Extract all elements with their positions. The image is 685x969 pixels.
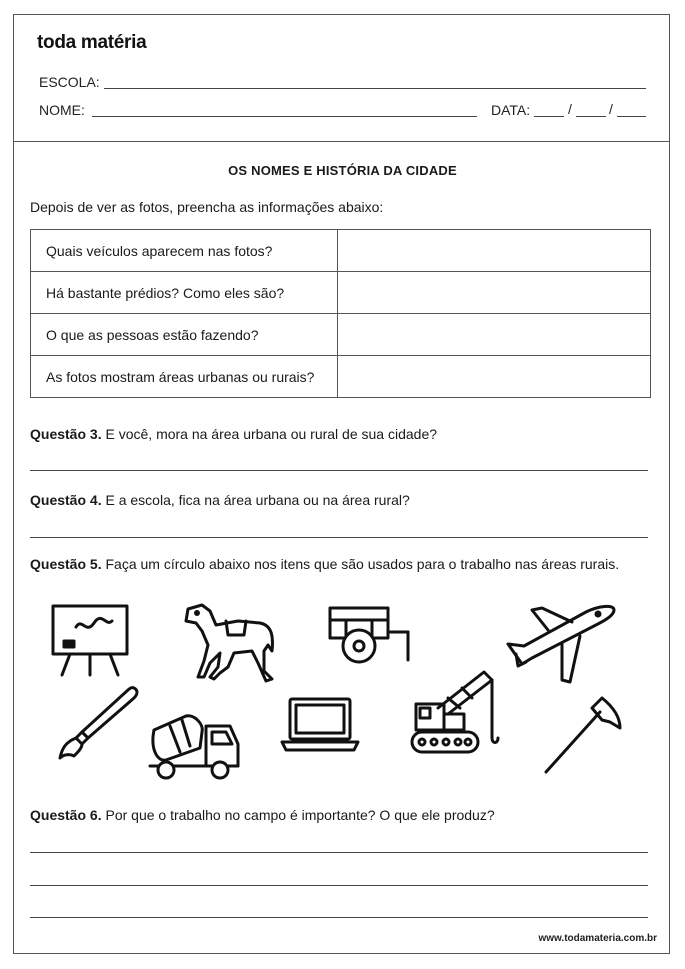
question-4 <box>30 492 410 508</box>
table-question: Quais veículos aparecem nas fotos? <box>31 230 338 272</box>
name-label: NOME: <box>39 102 85 118</box>
answer-line[interactable] <box>30 537 648 538</box>
worksheet-title: OS NOMES E HISTÓRIA DA CIDADE <box>228 163 457 178</box>
answer-line[interactable] <box>30 470 648 471</box>
date-year-field[interactable] <box>617 116 646 117</box>
observation-table <box>30 229 651 398</box>
table-row <box>31 272 651 314</box>
instructions: Depois de ver as fotos, preencha as informações abaixo: <box>30 199 384 215</box>
table-question: As fotos mostram áreas urbanas ou rurais? <box>31 356 338 398</box>
question-text: Por que o trabalho no campo é importante? O que ele produz? <box>101 807 495 823</box>
table-row <box>31 356 651 398</box>
table-row <box>31 230 651 272</box>
table-question: O que as pessoas estão fazendo? <box>31 314 338 356</box>
date-month-field[interactable] <box>576 116 606 117</box>
horse-icon[interactable] <box>180 601 278 683</box>
blackboard-icon[interactable] <box>50 603 130 677</box>
brand-logo: toda matéria <box>37 32 147 53</box>
school-field[interactable] <box>104 88 646 89</box>
question-5 <box>30 556 619 572</box>
table-row <box>31 314 651 356</box>
answer-line[interactable] <box>30 885 648 886</box>
school-label: ESCOLA: <box>39 74 100 90</box>
cement-mixer-truck-icon[interactable] <box>146 710 242 780</box>
hoe-icon[interactable] <box>540 694 626 778</box>
table-question: Há bastante prédios? Como eles são? <box>31 272 338 314</box>
laptop-icon[interactable] <box>280 696 360 752</box>
question-text: E você, mora na área urbana ou rural de sua cidade? <box>101 426 438 442</box>
table-answer-cell[interactable] <box>338 356 651 398</box>
date-label: DATA: <box>491 102 531 118</box>
table-answer-cell[interactable] <box>338 272 651 314</box>
question-6 <box>30 807 495 823</box>
footer-url[interactable]: www.todamateria.com.br <box>538 933 657 944</box>
crane-icon[interactable] <box>408 668 504 760</box>
date-day-field[interactable] <box>534 116 564 117</box>
answer-line[interactable] <box>30 917 648 918</box>
date-separator: / <box>609 101 613 117</box>
table-answer-cell[interactable] <box>338 230 651 272</box>
header-divider <box>13 141 670 142</box>
question-label: Questão 6. <box>30 807 102 823</box>
name-field[interactable] <box>92 116 477 117</box>
question-label: Questão 4. <box>30 492 102 508</box>
question-label: Questão 3. <box>30 426 102 442</box>
question-3 <box>30 426 437 442</box>
cart-icon[interactable] <box>326 604 414 668</box>
answer-line[interactable] <box>30 852 648 853</box>
airplane-icon[interactable] <box>502 600 620 686</box>
table-answer-cell[interactable] <box>338 314 651 356</box>
question-text: Faça um círculo abaixo nos itens que são usados para o trabalho nas áreas rurais. <box>101 556 620 572</box>
date-separator: / <box>568 101 572 117</box>
question-text: E a escola, fica na área urbana ou na área rural? <box>101 492 410 508</box>
question-label: Questão 5. <box>30 556 102 572</box>
paintbrush-icon[interactable] <box>52 684 142 762</box>
